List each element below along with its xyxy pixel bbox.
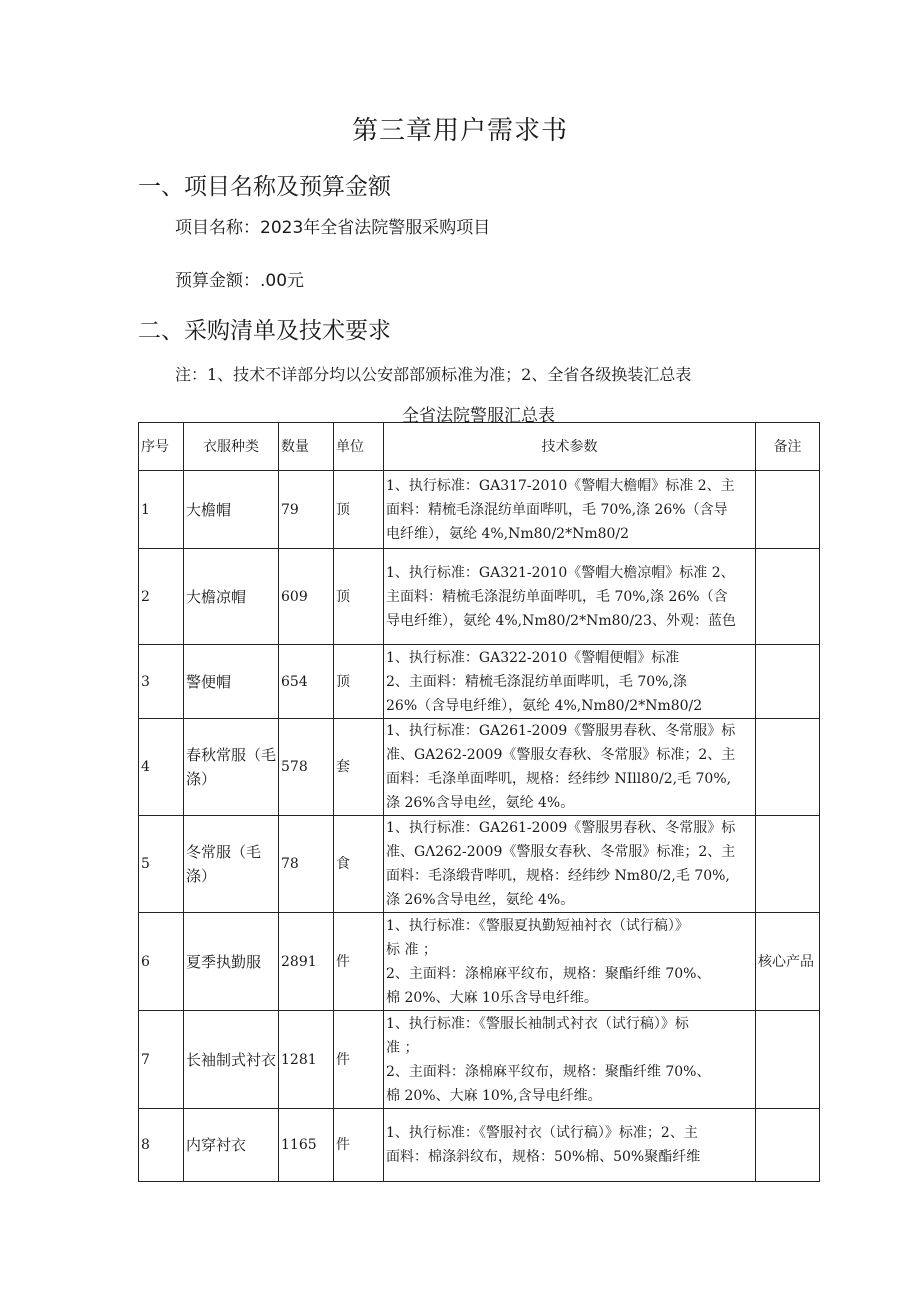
row-note: [756, 645, 820, 719]
row-unit: 顶: [334, 549, 384, 645]
tech-line: 准、GA262-2009《警服女春秋、冬常服》标准；2、主: [386, 747, 736, 763]
tech-line: 1、执行标准：《警服长袖制式衬衣（试行稿）》标: [386, 1015, 689, 1032]
row-qty: 78: [279, 816, 334, 913]
row-tech-params: [384, 471, 756, 549]
tech-line: 棉 20%、大麻 10乐含导电纤维。: [386, 989, 598, 1006]
table-row: [139, 549, 820, 645]
tech-line: 2、主面料：精梳毛涤混纺单面哔叽，毛 70%,涤: [386, 673, 687, 690]
row-unit: 件: [334, 1109, 384, 1182]
table-header-row: [139, 423, 820, 471]
row-unit: 套: [334, 719, 384, 816]
tech-line: 涤 26%含导电丝，氨纶 4%。: [386, 795, 575, 811]
tech-line: 1、执行标准：GA321-2010《警帽大檐凉帽》标准 2、: [386, 564, 735, 581]
row-unit: 件: [334, 913, 384, 1011]
tech-line: 面料：棉涤斜纹布，规格：50%棉、50%聚酯纤维: [386, 1149, 701, 1165]
tech-line: 导电纤维），氨纶 4%,Nm80∕2*Nm80∕23、外观：蓝色: [386, 612, 736, 629]
tech-line: 面料：毛涤单面哔叽，规格：经纬纱 NIll80/2,毛 70%,: [386, 771, 732, 787]
tech-line: 1、执行标准：《警服夏执勤短袖衬衣（试行稿）》: [386, 917, 689, 934]
row-unit: 顶: [334, 645, 384, 719]
row-qty: 1281: [279, 1011, 334, 1109]
row-name: 春秋常服（毛涤）: [184, 719, 279, 816]
tech-line: 面料：毛涤缎背哔叽，规格：经纬纱 Nm80/2,毛 70%,: [386, 868, 730, 884]
table-row: [139, 471, 820, 549]
tech-line: 标 准 ；: [386, 941, 437, 958]
table-row: [139, 1011, 820, 1109]
row-name: 警便帽: [184, 645, 279, 719]
row-qty: 2891: [279, 913, 334, 1011]
header-unit: 单位: [334, 423, 384, 471]
row-tech-params: [384, 719, 756, 816]
row-name: 大檐凉帽: [184, 549, 279, 645]
row-name: 大檐帽: [184, 471, 279, 549]
row-note: [756, 471, 820, 549]
header-name: 衣服种类: [184, 423, 279, 471]
tech-line: 2、主面料：涤棉麻平纹布，规格：聚酯纤维 70%、: [386, 965, 711, 982]
row-unit: 食: [334, 816, 384, 913]
row-name: 内穿衬衣: [184, 1109, 279, 1182]
row-qty: 578: [279, 719, 334, 816]
row-unit: 件: [334, 1011, 384, 1109]
row-seq: 3: [139, 645, 184, 719]
row-qty: 1165: [279, 1109, 334, 1182]
table-row: [139, 645, 820, 719]
table-body: [139, 471, 820, 1182]
row-seq: 4: [139, 719, 184, 816]
row-note: 核心产品: [756, 913, 820, 1011]
chapter-title: 第三章用户需求书: [351, 116, 568, 146]
row-tech-params: [384, 816, 756, 913]
tech-line: 1、执行标准：GA261-2009《警服男春秋、冬常服》标: [386, 820, 736, 836]
table-row: [139, 1109, 820, 1182]
row-seq: 8: [139, 1109, 184, 1182]
table-row: [139, 816, 820, 913]
row-tech-params: [384, 913, 756, 1011]
tech-line: 1、执行标准：GA322-2010《警帽便帽》标准: [386, 649, 680, 666]
row-seq: 7: [139, 1011, 184, 1109]
row-name: 长袖制式衬衣: [184, 1011, 279, 1109]
tech-line: 1、执行标准：GA261-2009《警服男春秋、冬常服》标: [386, 723, 736, 739]
row-tech-params: [384, 1109, 756, 1182]
header-qty: 数量: [279, 423, 334, 471]
row-qty: 79: [279, 471, 334, 549]
tech-line: 准 ；: [386, 1039, 419, 1056]
row-unit: 顶: [334, 471, 384, 549]
row-tech-params: [384, 645, 756, 719]
row-note: [756, 1109, 820, 1182]
row-seq: 2: [139, 549, 184, 645]
row-seq: 6: [139, 913, 184, 1011]
tech-line: 涤 26%含导电丝，氨纶 4%。: [386, 892, 575, 908]
tech-line: 准、GΛ262-2009《警服女春秋、冬常服》标准；2、主: [386, 844, 736, 860]
header-note: 备注: [756, 423, 820, 471]
row-tech-params: [384, 549, 756, 645]
section-heading-project: 一、项目名称及预算金额: [138, 174, 391, 200]
tech-line: 1、执行标准：《警服衬衣（试行稿）》标准；2、主: [386, 1125, 698, 1141]
row-qty: 654: [279, 645, 334, 719]
procurement-note: 注：1、技术不详部分均以公安部部颁标准为准；2、全省各级换装汇总表: [175, 365, 692, 384]
tech-line: 26%（含导电纤维），氨纶 4%,Nm80∕2*Nm80∕2: [386, 697, 703, 714]
budget-amount: 预算金额：.00元: [175, 271, 305, 291]
table-row: [139, 913, 820, 1011]
tech-line: 棉 20%、大麻 10%,含导电纤维。: [386, 1087, 602, 1104]
tech-line: 2、主面料：涤棉麻平纹布，规格：聚酯纤维 70%、: [386, 1063, 711, 1080]
table-title: 全省法院警服汇总表: [402, 406, 555, 426]
row-seq: 1: [139, 471, 184, 549]
row-seq: 5: [139, 816, 184, 913]
row-note: [756, 549, 820, 645]
tech-line: 面料：精梳毛涤混纺单面哔叽，毛 70%,涤 26%（含导: [386, 501, 728, 518]
tech-line: 电纤维），氨纶 4%,Nm80∕2*Nm80∕2: [386, 525, 630, 542]
row-qty: 609: [279, 549, 334, 645]
uniform-summary-table: [138, 422, 820, 1182]
header-seq: 序号: [139, 423, 184, 471]
row-note: [756, 1011, 820, 1109]
table-row: [139, 719, 820, 816]
tech-line: 主面料：精梳毛涤混纺单面哔叽，毛 70%,涤 26%（含: [386, 588, 728, 605]
section-heading-procurement: 二、采购清单及技术要求: [138, 318, 391, 344]
row-name: 冬常服（毛涤）: [184, 816, 279, 913]
tech-line: 1、执行标准：GA317-2010《警帽大檐帽》标准 2、主: [386, 477, 735, 494]
row-tech-params: [384, 1011, 756, 1109]
row-note: [756, 719, 820, 816]
row-note: [756, 816, 820, 913]
project-name: 项目名称：2023年全省法院警服采购项目: [175, 218, 491, 238]
header-tech: 技术参数: [384, 423, 756, 471]
row-name: 夏季执勤服: [184, 913, 279, 1011]
